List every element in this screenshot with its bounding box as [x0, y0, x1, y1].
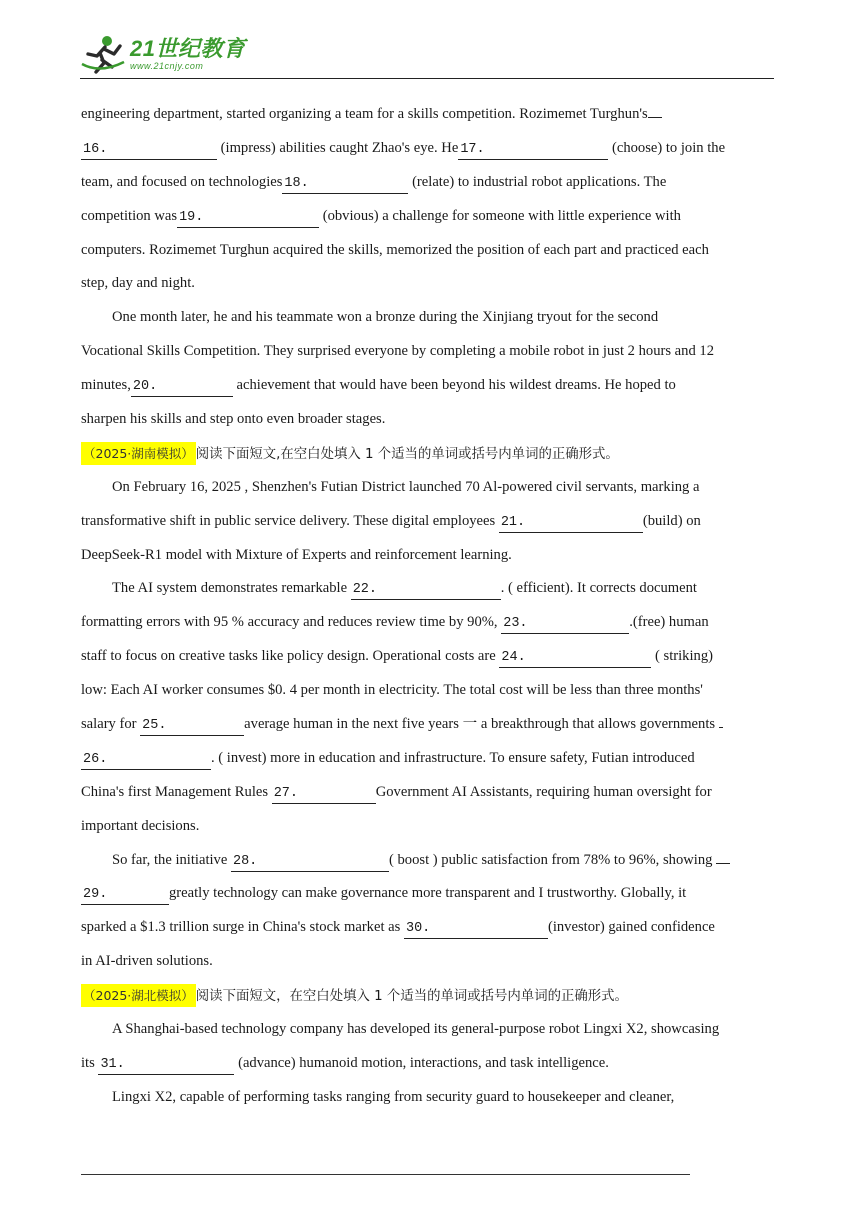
text-line: [81, 572, 781, 606]
answer-blank[interactable]: [499, 512, 643, 533]
text-run: DeepSeek-R1 model with Mixture of Experts and reinforcement learning.: [81, 546, 512, 563]
text-line: [81, 877, 781, 911]
text-run: achievement that would have been beyond his wildest dreams. He hoped to: [232, 377, 676, 394]
answer-blank[interactable]: [404, 918, 548, 939]
blank-number: 21.: [500, 514, 526, 530]
text-line: [81, 403, 781, 437]
text-line: [81, 606, 781, 640]
text-line: [81, 979, 781, 1013]
instruction-text: 阅读下面短文，在空白处填入 1 个适当的单词或括号内单词的正确形式。: [195, 989, 628, 1005]
blank-number: 22.: [352, 582, 378, 598]
text-run: formatting errors with 95 % accuracy and reduces review time by 90%,: [81, 614, 502, 631]
answer-blank[interactable]: [501, 613, 629, 634]
text-run: staff to focus on creative tasks like policy design. Operational costs are: [81, 648, 500, 665]
text-run: (advance) humanoid motion, interactions, and task intelligence.: [234, 1054, 609, 1071]
text-run: ( boost ) public satisfaction from 78% to 96%, showing: [388, 851, 717, 868]
text-line: [81, 539, 781, 573]
text-line: [81, 369, 781, 403]
text-run: important decisions.: [81, 817, 200, 834]
blank-number: 17.: [460, 141, 485, 157]
answer-blank[interactable]: [81, 749, 211, 770]
text-line: [81, 234, 781, 268]
text-line: [81, 505, 781, 539]
text-line: [81, 776, 781, 810]
text-line: [81, 335, 781, 369]
text-line: [81, 945, 781, 979]
blank-number: 18.: [284, 175, 309, 191]
text-run: team, and focused on technologies: [81, 173, 283, 190]
text-run: sparked a $1.3 trillion surge in China's stock market as: [81, 919, 404, 936]
text-run: So far, the initiative: [112, 851, 231, 868]
text-line: [81, 640, 781, 674]
blank-number: 25.: [142, 718, 167, 734]
blank-number: 20.: [132, 379, 158, 395]
answer-blank[interactable]: [351, 579, 501, 600]
blank-number: 23.: [503, 616, 528, 632]
answer-blank[interactable]: [140, 715, 244, 736]
text-run: China's first Management Rules: [81, 783, 272, 800]
text-run: Lingxi X2, capable of performing tasks ranging from security guard to housekeeper and cleaner,: [112, 1088, 675, 1105]
answer-blank[interactable]: [131, 376, 233, 397]
text-line: [81, 301, 781, 335]
text-run: low: Each AI worker consumes $0. 4 per month in electricity. The total cost will be less than three months': [81, 682, 703, 699]
text-line: [81, 267, 781, 301]
text-run: (obvious) a challenge for someone with little experience with: [319, 207, 681, 224]
source-tag: （2025·湖南模拟）: [81, 442, 196, 465]
blank-number: 30.: [405, 921, 431, 937]
text-line: [81, 844, 781, 878]
text-run: (investor) gained confidence: [547, 919, 715, 936]
answer-blank[interactable]: [81, 884, 169, 905]
text-line: [81, 911, 781, 945]
text-run: (relate) to industrial robot applications. The: [408, 173, 667, 190]
text-line: [81, 437, 781, 471]
text-run: engineering department, started organizing a team for a skills competition. Rozimemet Turghun's: [81, 106, 648, 122]
instruction-text: 阅读下面短文,在空白处填入 1 个适当的单词或括号内单词的正确形式。: [195, 446, 619, 462]
text-run: Vocational Skills Competition. They surprised everyone by completing a mobile robot in just 2 hours and 12: [81, 343, 714, 360]
answer-blank[interactable]: [177, 207, 319, 228]
text-run: its: [81, 1054, 99, 1071]
text-run: . ( efficient). It corrects document: [500, 580, 697, 597]
text-run: One month later, he and his teammate won a bronze during the Xinjiang tryout for the second: [112, 309, 659, 326]
text-run: sharpen his skills and step onto even broader stages.: [81, 411, 386, 428]
text-line: [81, 98, 781, 132]
text-run: Government AI Assistants, requiring human oversight for: [375, 783, 712, 800]
text-run: On February 16, 2025 , Shenzhen's Futian District launched 70 Al-powered civil servants, marking a: [112, 478, 700, 495]
answer-blank[interactable]: [81, 139, 217, 160]
text-run: average human in the next five years 一 a breakthrough that allows governments: [244, 716, 719, 733]
text-run: A Shanghai-based technology company has developed its general-purpose robot Lingxi X2, showcasing: [112, 1021, 720, 1038]
answer-blank[interactable]: [499, 647, 651, 668]
text-line: [81, 1081, 781, 1115]
answer-blank[interactable]: [282, 173, 408, 194]
answer-blank[interactable]: [458, 139, 608, 160]
blank-number: 27.: [273, 785, 299, 801]
blank-number: 28.: [232, 853, 258, 869]
text-run: in AI-driven solutions.: [81, 953, 213, 970]
text-line: [81, 708, 781, 742]
text-run: transformative shift in public service delivery. These digital employees: [81, 512, 499, 529]
text-line: [81, 742, 781, 776]
text-run: .(free) human: [629, 614, 709, 631]
text-run: ( striking): [651, 648, 713, 665]
text-run: . ( invest) more in education and infrastructure. To ensure safety, Futian introduced: [211, 749, 695, 766]
text-run: greatly technology can make governance more transparent and I trustworthy. Globally, it: [169, 885, 687, 902]
logo-title: 21世纪教育: [130, 35, 246, 61]
text-run: (build) on: [642, 512, 701, 529]
answer-blank[interactable]: [719, 727, 723, 728]
text-line: [81, 810, 781, 844]
text-run: (choose) to join the: [608, 139, 726, 156]
blank-number: 26.: [83, 751, 108, 767]
text-run: step, day and night.: [81, 275, 195, 292]
text-line: [81, 674, 781, 708]
text-run: competition was: [81, 207, 178, 224]
text-run: salary for: [81, 716, 141, 733]
answer-blank[interactable]: [231, 851, 389, 872]
blank-number: 29.: [83, 887, 108, 903]
text-run: computers. Rozimemet Turghun acquired the skills, memorized the position of each part and practiced each: [81, 241, 709, 258]
source-tag: （2025·湖北模拟）: [81, 984, 196, 1007]
text-line: [81, 1013, 781, 1047]
answer-blank[interactable]: [98, 1054, 234, 1075]
document-body: [81, 98, 781, 1115]
blank-number: 24.: [501, 650, 526, 666]
answer-blank[interactable]: [648, 117, 662, 118]
footer-divider: [81, 1174, 690, 1175]
text-line: [81, 200, 781, 234]
text-run: minutes,: [81, 377, 131, 394]
text-line: [81, 471, 781, 505]
blank-number: 19.: [179, 209, 204, 225]
text-line: [81, 1047, 781, 1081]
answer-blank[interactable]: [716, 863, 730, 864]
runner-logo-icon: [80, 34, 126, 74]
logo-url: www.21cnjy.com: [130, 60, 204, 71]
blank-number: 31.: [100, 1056, 125, 1072]
blank-number: 16.: [83, 141, 108, 157]
text-run: The AI system demonstrates remarkable: [112, 580, 351, 597]
page-header: [80, 30, 774, 79]
logo: [80, 34, 245, 74]
text-run: (impress) abilities caught Zhao's eye. He: [217, 139, 459, 156]
text-line: [81, 132, 781, 166]
answer-blank[interactable]: [272, 783, 376, 804]
text-line: [81, 166, 781, 200]
